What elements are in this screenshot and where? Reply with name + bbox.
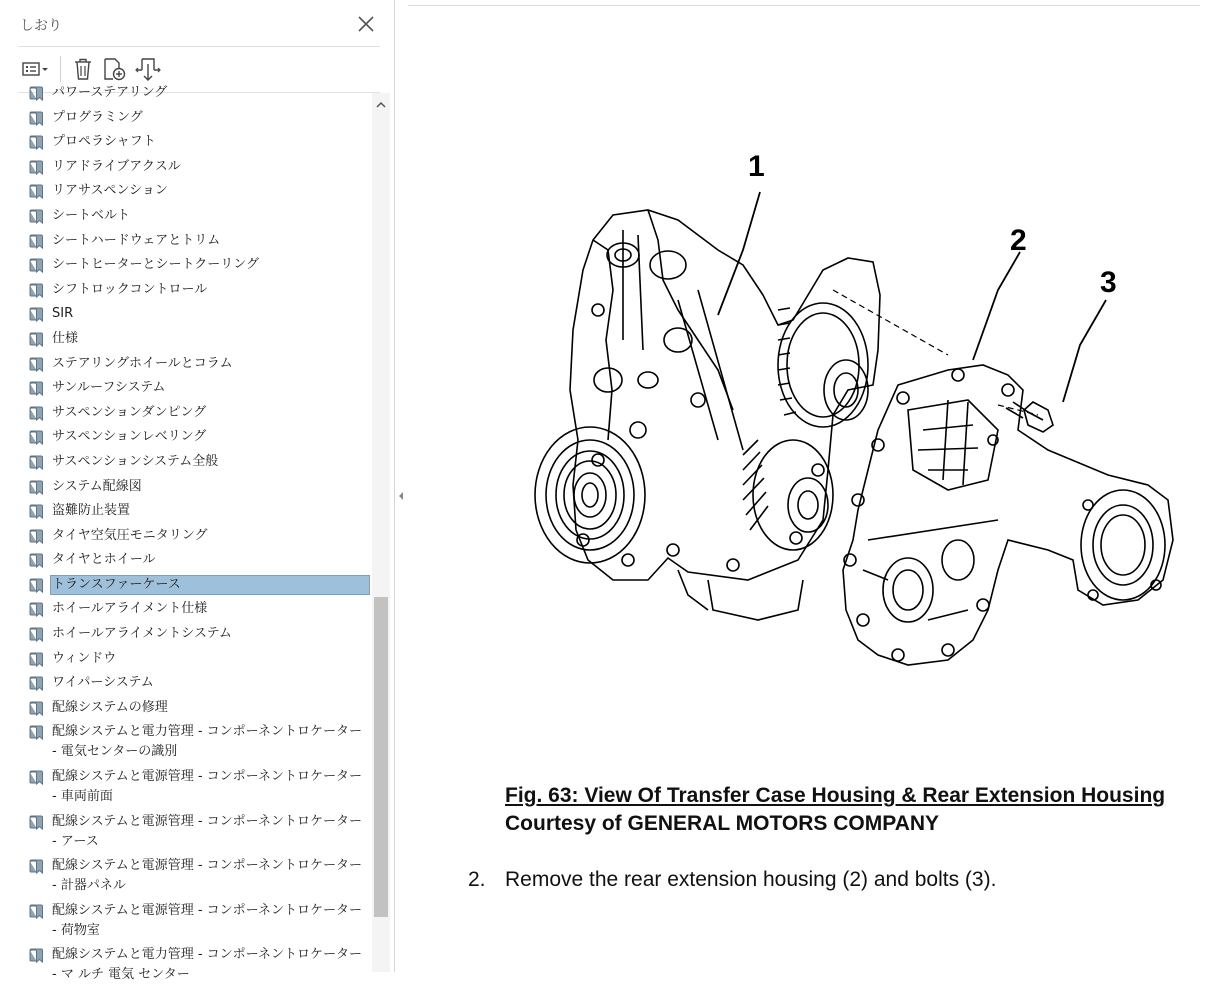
bookmark-item[interactable] (24, 856, 372, 896)
callout-3: 3 (1100, 266, 1117, 299)
bookmark-list (24, 85, 372, 983)
bookmark-ribbon-icon (28, 430, 45, 445)
transfer-case-figure (528, 140, 1200, 680)
bookmark-label: シートベルト (52, 207, 131, 223)
bookmark-ribbon-icon (28, 859, 45, 874)
bookmark-item[interactable] (24, 526, 372, 546)
bookmark-label: 配線システムと電源管理 - コンポーネントロケーター - 計器パネル (52, 858, 363, 894)
bookmark-ribbon-icon (28, 602, 45, 617)
bookmark-label: サンルーフシステム (52, 380, 166, 396)
step-number: 2. (468, 868, 486, 891)
bookmark-ribbon-icon (28, 578, 45, 593)
bookmark-ribbon-icon (28, 480, 45, 495)
bookmark-label: シフトロックコントロール (52, 281, 208, 297)
bookmark-item[interactable] (24, 231, 372, 251)
bookmark-label: 配線システムと電力管理 - コンポーネントロケーター - 電気センターの識別 (52, 724, 363, 760)
delete-bookmark-button[interactable] (69, 54, 97, 84)
bookmark-ribbon-icon (28, 948, 45, 963)
bookmark-ribbon-icon (28, 135, 45, 150)
toolbar-separator (60, 56, 61, 82)
bookmark-item[interactable] (24, 698, 372, 718)
page-top-edge (408, 5, 1200, 6)
callout-2: 2 (1010, 224, 1027, 257)
bookmark-ribbon-icon (28, 209, 45, 224)
bookmark-item[interactable] (24, 132, 372, 152)
bookmark-item[interactable] (24, 673, 372, 693)
find-current-bookmark-icon (134, 56, 162, 82)
bookmark-item[interactable] (24, 812, 372, 852)
bookmark-item[interactable] (24, 83, 372, 103)
scroll-thumb[interactable] (374, 597, 388, 917)
bookmark-item[interactable] (24, 550, 372, 570)
bookmark-item[interactable] (24, 206, 372, 226)
step-text: Remove the rear extension housing (2) and bolts (3). (505, 868, 997, 891)
document-page (408, 0, 1200, 972)
bookmark-item[interactable] (24, 280, 372, 300)
bookmark-item[interactable] (24, 108, 372, 128)
bookmark-ribbon-icon (28, 307, 45, 322)
bookmark-label: 配線システムと電源管理 - コンポーネントロケーター - アース (52, 813, 363, 849)
bookmark-label: タイヤ空気圧モニタリング (52, 527, 208, 543)
chevron-up-icon (376, 101, 386, 109)
bookmark-label: 配線システムと電源管理 - コンポーネントロケーター - 荷物室 (52, 902, 363, 938)
bookmark-ribbon-icon (28, 258, 45, 273)
bookmark-ribbon-icon (28, 504, 45, 519)
close-icon (357, 15, 375, 33)
figure-caption: Fig. 63: View Of Transfer Case Housing & Rear Extension Housing (505, 784, 1166, 807)
bookmark-item[interactable] (24, 477, 372, 497)
bookmark-label: ワイパーシステム (52, 675, 154, 691)
bookmark-label: ホイールアライメントシステム (52, 626, 232, 642)
bookmark-item[interactable] (24, 378, 372, 398)
bookmark-ribbon-icon (28, 406, 45, 421)
bookmark-label: サスペンションレベリング (52, 429, 207, 445)
transfer-case-housing (535, 210, 880, 620)
trash-icon (72, 57, 94, 81)
bookmark-item[interactable] (24, 329, 372, 349)
leader-line-2 (973, 252, 1020, 360)
bookmark-label: サスペンションシステム全般 (52, 453, 219, 469)
bookmark-label: プログラミング (52, 109, 143, 125)
bookmark-label: タイヤとホイール (52, 552, 156, 568)
bookmark-item[interactable] (24, 599, 372, 619)
bookmark-item[interactable] (24, 255, 372, 275)
figure-courtesy: Courtesy of GENERAL MOTORS COMPANY (505, 812, 940, 835)
bookmark-ribbon-icon (28, 529, 45, 544)
bookmark-item[interactable] (24, 624, 372, 644)
bookmark-label: 盗難防止装置 (52, 503, 131, 519)
bookmark-ribbon-icon (28, 652, 45, 667)
bookmark-item[interactable] (24, 304, 372, 324)
bookmark-item[interactable] (24, 649, 372, 669)
bookmark-label: 仕様 (52, 330, 79, 346)
bookmark-label: パワーステアリング (52, 85, 168, 100)
bookmark-label: 配線システムと電力管理 - コンポーネントロケーター - マ ルチ 電気 センター (52, 947, 363, 983)
bookmark-label: 配線システムの修理 (52, 699, 168, 715)
bookmark-label: 配線システムと電源管理 - コンポーネントロケーター - 車両前面 (52, 769, 363, 805)
bookmark-ribbon-icon (28, 553, 45, 568)
bookmarks-panel (0, 0, 395, 983)
bookmark-ribbon-icon (28, 332, 45, 347)
bookmark-ribbon-icon (28, 234, 45, 249)
bookmark-ribbon-icon (28, 904, 45, 919)
bookmark-item[interactable] (24, 501, 372, 521)
bookmark-label: リアドライブアクスル (52, 158, 181, 174)
bookmark-label: ステアリングホイールとコラム (52, 355, 233, 371)
bookmark-item[interactable] (24, 722, 372, 762)
bookmark-label: SIR (52, 306, 74, 322)
callout-1: 1 (748, 150, 765, 183)
bookmark-item[interactable] (24, 901, 372, 941)
bookmark-ribbon-icon (28, 725, 45, 740)
bookmark-ribbon-icon (28, 701, 45, 716)
bookmark-ribbon-icon (28, 283, 45, 298)
panel-title: しおり (20, 18, 62, 34)
bookmark-item[interactable] (24, 452, 372, 472)
bookmark-ribbon-icon (28, 86, 45, 101)
bookmark-item[interactable] (24, 945, 372, 985)
bookmark-ribbon-icon (28, 160, 45, 175)
bookmark-ribbon-icon (28, 815, 45, 830)
bookmark-item[interactable] (24, 403, 372, 423)
chevron-left-icon (398, 491, 404, 501)
scroll-up-button[interactable] (372, 97, 390, 113)
bookmark-ribbon-icon (28, 455, 45, 470)
options-menu-button[interactable] (20, 54, 52, 84)
collapse-panel-handle[interactable] (396, 488, 406, 504)
bookmark-label: トランスファーケース (50, 575, 370, 595)
bookmark-label: リアサスペンション (52, 183, 168, 199)
bookmark-ribbon-icon (28, 627, 45, 642)
bookmark-item[interactable] (24, 157, 372, 177)
new-bookmark-button[interactable] (97, 54, 131, 84)
bolt (1006, 402, 1053, 432)
bookmarks-toolbar (20, 52, 165, 86)
bookmark-item[interactable] (24, 354, 372, 374)
bookmark-ribbon-icon (28, 676, 45, 691)
bookmark-ribbon-icon (28, 357, 45, 372)
bookmark-label: サスペンションダンピング (52, 404, 207, 420)
bookmark-ribbon-icon (28, 770, 45, 785)
bookmark-label: プロペラシャフト (52, 134, 156, 150)
new-bookmark-icon (101, 56, 127, 82)
bookmark-list-inner (24, 83, 372, 990)
bookmark-label: システム配線図 (52, 478, 142, 494)
bookmark-item[interactable] (24, 181, 372, 201)
bookmark-label: ホイールアライメント仕様 (52, 601, 208, 617)
close-panel-button[interactable] (352, 10, 380, 38)
bookmark-ribbon-icon (28, 184, 45, 199)
list-options-icon (21, 59, 51, 79)
bookmark-label: シートヒーターとシートクーリング (52, 257, 259, 273)
bookmark-item[interactable] (24, 767, 372, 807)
bookmark-item[interactable] (24, 427, 372, 447)
bookmark-ribbon-icon (28, 111, 45, 126)
leader-line-3 (1063, 300, 1106, 402)
bookmark-item[interactable] (24, 575, 372, 595)
bookmark-label: シートハードウェアとトリム (52, 232, 221, 248)
bookmark-label: ウィンドウ (52, 650, 117, 666)
find-current-bookmark-button[interactable] (131, 54, 165, 84)
bookmark-ribbon-icon (28, 381, 45, 396)
bookmark-scrollbar[interactable] (372, 93, 390, 972)
header-divider (18, 46, 380, 47)
